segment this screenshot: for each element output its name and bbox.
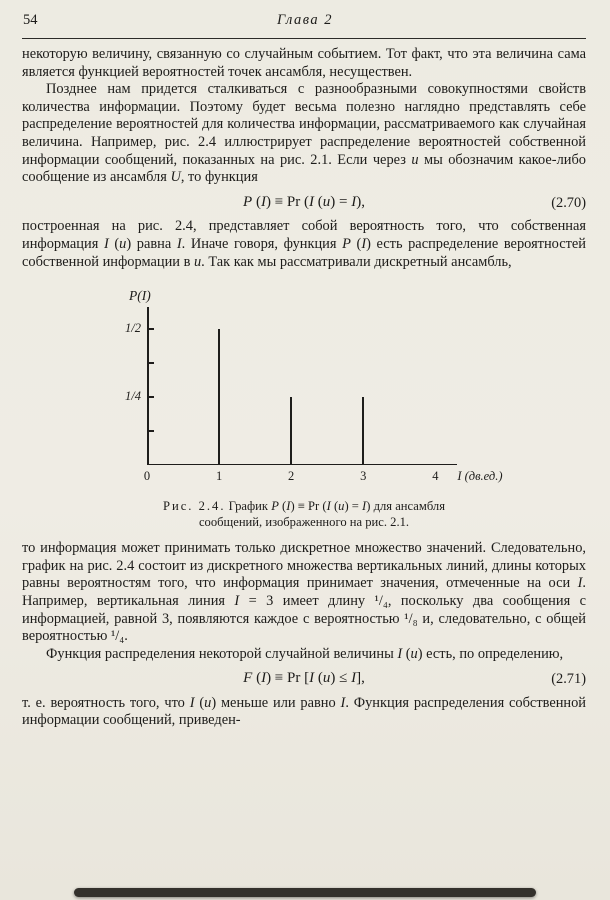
y-tick-label: 1/2 — [125, 320, 141, 335]
page-number: 54 — [23, 12, 38, 28]
paragraph-2: Позднее нам придется сталкиваться с разнообразными совокупностями свойств количества информации. Поэтому будет весьма полезно наглядно представлять себе распределение вероятностей для количества информации, рассматриваемого как случайная величина. Например, рис. 2.4 иллюстрирует распределение вероятностей собственной информации сообщений, показанных на рис. 2.1. Если через u мы обозначим какое-либо сообщение из ансамбля U, то функция — [22, 81, 586, 186]
equation-number: (2.70) — [551, 194, 586, 211]
impulse-line — [290, 397, 292, 464]
impulse-line — [218, 329, 220, 464]
y-tick — [147, 328, 154, 330]
equation-number: (2.71) — [551, 671, 586, 688]
y-tick — [147, 362, 154, 364]
equation-2-71 — [22, 670, 586, 688]
figure-canvas — [125, 285, 505, 487]
paragraph-4: то информация может принимать только дискретное множество значений. Следовательно, график на рис. 2.4 состоит из дискретного множества вертикальных линий, длины которых равны вероятностям того, что информация принимает значения, отмеченные на оси I. Например, вертикальная линия I = 3 имеет длину ¹/₄, поскольку два сообщения с информацией, равной 3, появляются каждое с вероятностью ¹/₈ и, следовательно, с общей вероятностью ¹/₄. — [22, 540, 586, 645]
chart-plot — [125, 307, 503, 484]
page-body — [0, 39, 610, 730]
equation-2-70 — [22, 194, 586, 212]
caption-line-2: сообщений, изображенного на рис. 2.1. — [198, 514, 410, 529]
x-tick-label: 1 — [215, 469, 223, 484]
y-axis — [147, 307, 149, 465]
figure-caption — [22, 499, 586, 530]
x-tick-label: 2 — [288, 469, 295, 484]
y-tick-label: 1/4 — [125, 389, 141, 404]
figure-2-4 — [22, 285, 586, 530]
y-tick — [147, 430, 154, 432]
x-tick-label: 0 — [143, 469, 151, 484]
chapter-title: Глава 2 — [276, 12, 334, 28]
paragraph-3: построенная на рис. 2.4, представляет собой вероятность того, что собственная информация I (u) равна I. Иначе говоря, функция P (I) есть распределение вероятностей собственной информации в u. Так как мы рассматривали дискретный ансамбль, — [22, 218, 586, 270]
y-tick — [147, 396, 154, 398]
x-axis — [147, 464, 457, 466]
equation-formula: F (I) ≡ Pr [I (u) ≤ I], — [243, 670, 365, 687]
equation-formula: P (I) ≡ Pr (I (u) = I), — [243, 193, 365, 210]
page-header — [0, 0, 610, 36]
impulse-line — [362, 397, 364, 464]
paragraph-1: некоторую величину, связанную со случайным событием. Тот факт, что эта величина сама является функцией вероятностей точек ансамбля, несуществен. — [22, 46, 586, 80]
x-tick-label: 4 — [432, 469, 439, 484]
caption-line-1: Рис. 2.4. График P (I) ≡ Pr (I (u) = I) для ансамбля — [162, 499, 446, 514]
chart-ylabel: P(I) — [129, 288, 151, 304]
paragraph-5: Функция распределения некоторой случайной величины I (u) есть, по определению, — [46, 645, 564, 662]
scan-shadow-bar — [74, 888, 536, 897]
x-axis-label: I (дв.ед.) — [457, 469, 503, 484]
x-tick-label: 3 — [360, 469, 367, 484]
paragraph-6: т. е. вероятность того, что I (u) меньше или равно I. Функция распределения собственной информации сообщений, приведен- — [22, 694, 587, 729]
